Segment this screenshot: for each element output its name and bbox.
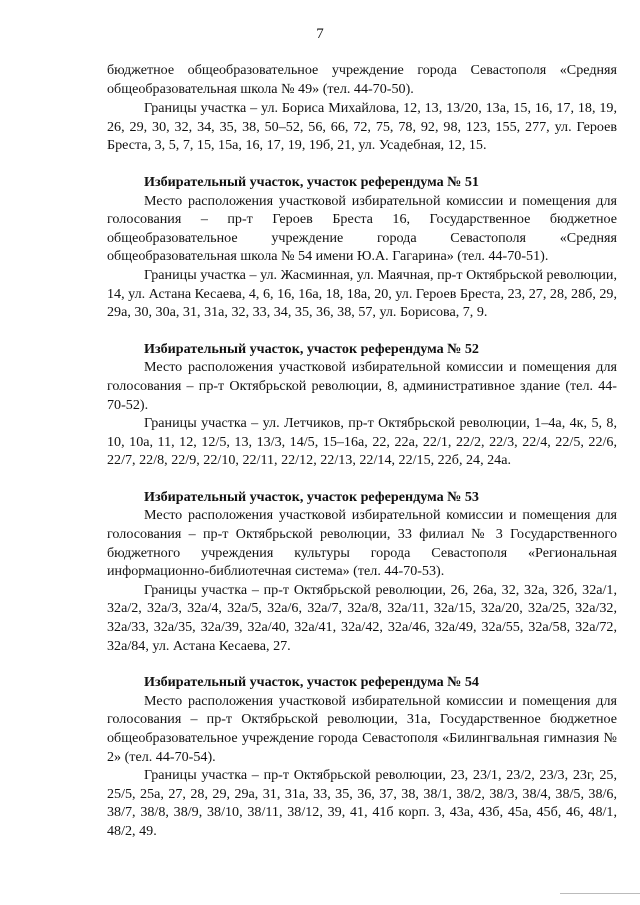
location-paragraph: Место расположения участковой избирательной комиссии и помещения для голосования – пр-т Героев Бреста 16, Государственное бюджетное общеобразовательное учреждение города Севастополя «Средняя общеобразовательная школа № 54 имени Ю.А. Гагарина» (тел. 44-70-51). [107, 192, 617, 265]
district-heading: Избирательный участок, участок референдума № 51 [144, 173, 479, 190]
district-54 [107, 673, 617, 840]
document-body [107, 61, 617, 841]
location-paragraph: Место расположения участковой избирательной комиссии и помещения для голосования – пр-т Октябрьской революции, 33 филиал № 3 Государственного бюджетного учреждения культуры города Севастополя «Региональная информационно-библиотечная система» (тел. 44-70-53). [107, 507, 617, 580]
page-number: 7 [316, 26, 324, 42]
boundaries-paragraph: Границы участка – ул. Бориса Михайлова, 12, 13, 13/20, 13а, 15, 16, 17, 18, 19, 26, 29, 30, 32, 34, 35, 38, 50–52, 56, 66, 72, 75, 78, 92, 98, 123, 155, 277, ул. Героев Бреста, 3, 5, 7, 15, 15а, 16, 17, 19, 19б, 21, ул. Усадебная, 12, 15. [107, 100, 617, 154]
boundaries-paragraph: Границы участка – пр-т Октябрьской революции, 23, 23/1, 23/2, 23/3, 23г, 25, 25/5, 25а, 27, 28, 29, 29а, 31, 31а, 33, 35, 36, 37, 38, 38/1, 38/2, 38/3, 38/4, 38/5, 38/6, 38/7, 38/8, 38/9, 38/10, 38/11, 38/12, 39, 41, 41б корп. 3, 43а, 43б, 45а, 45б, 46, 48/1, 48/2, 49. [107, 767, 617, 839]
district-heading: Избирательный участок, участок референдума № 53 [144, 488, 479, 505]
previous-district-continuation [107, 61, 617, 155]
district-heading: Избирательный участок, участок референдума № 52 [144, 340, 479, 357]
district-51 [107, 173, 617, 322]
boundaries-paragraph: Границы участка – пр-т Октябрьской революции, 26, 26а, 32, 32а, 32б, 32а/1, 32а/2, 32а/3, 32а/4, 32а/5, 32а/6, 32а/7, 32а/8, 32а/11, 32а/15, 32а/20, 32а/25, 32а/32, 32а/33, 32а/35, 32а/39, 32а/40, 32а/41, 32а/42, 32а/46, 32а/49, 32а/55, 32а/58, 32а/72, 32а/84, ул. Астана Кесаева, 27. [107, 581, 617, 654]
district-heading: Избирательный участок, участок референдума № 54 [144, 674, 479, 691]
boundaries-paragraph: Границы участка – ул. Летчиков, пр-т Октябрьской революции, 1–4а, 4к, 5, 8, 10, 10а, 11, 12, 12/5, 13, 13/3, 14/5, 15–16а, 22, 22а, 22/1, 22/2, 22/3, 22/4, 22/5, 22/6, 22/7, 22/8, 22/9, 22/10, 22/11, 22/12, 22/13, 22/14, 22/15, 22б, 24, 24а. [107, 415, 617, 469]
boundaries-paragraph: Границы участка – ул. Жасминная, ул. Маячная, пр-т Октябрьской революции, 14, ул. Астана Кесаева, 4, 6, 16, 16а, 18, 18а, 20, ул. Героев Бреста, 23, 27, 28, 28б, 29, 29а, 30, 30а, 31, 31а, 32, 33, 34, 35, 36, 38, 57, ул. Борисова, 7, 9. [107, 266, 617, 321]
district-53 [107, 488, 617, 655]
scan-edge-line [560, 893, 640, 894]
district-52 [107, 340, 617, 470]
location-paragraph: Место расположения участковой избирательной комиссии и помещения для голосования – пр-т Октябрьской революции, 31а, Государственное бюджетное общеобразовательное учреждение города Севастополя «Билингвальная гимназия № 2» (тел. 44-70-54). [107, 692, 617, 765]
location-paragraph: Место расположения участковой избирательной комиссии и помещения для голосования – пр-т Октябрьской революции, 8, административное здание (тел. 44-70-52). [107, 359, 617, 413]
continuation-paragraph: бюджетное общеобразовательное учреждение города Севастополя «Средняя общеобразовательная школа № 49» (тел. 44-70-50). [107, 62, 617, 97]
